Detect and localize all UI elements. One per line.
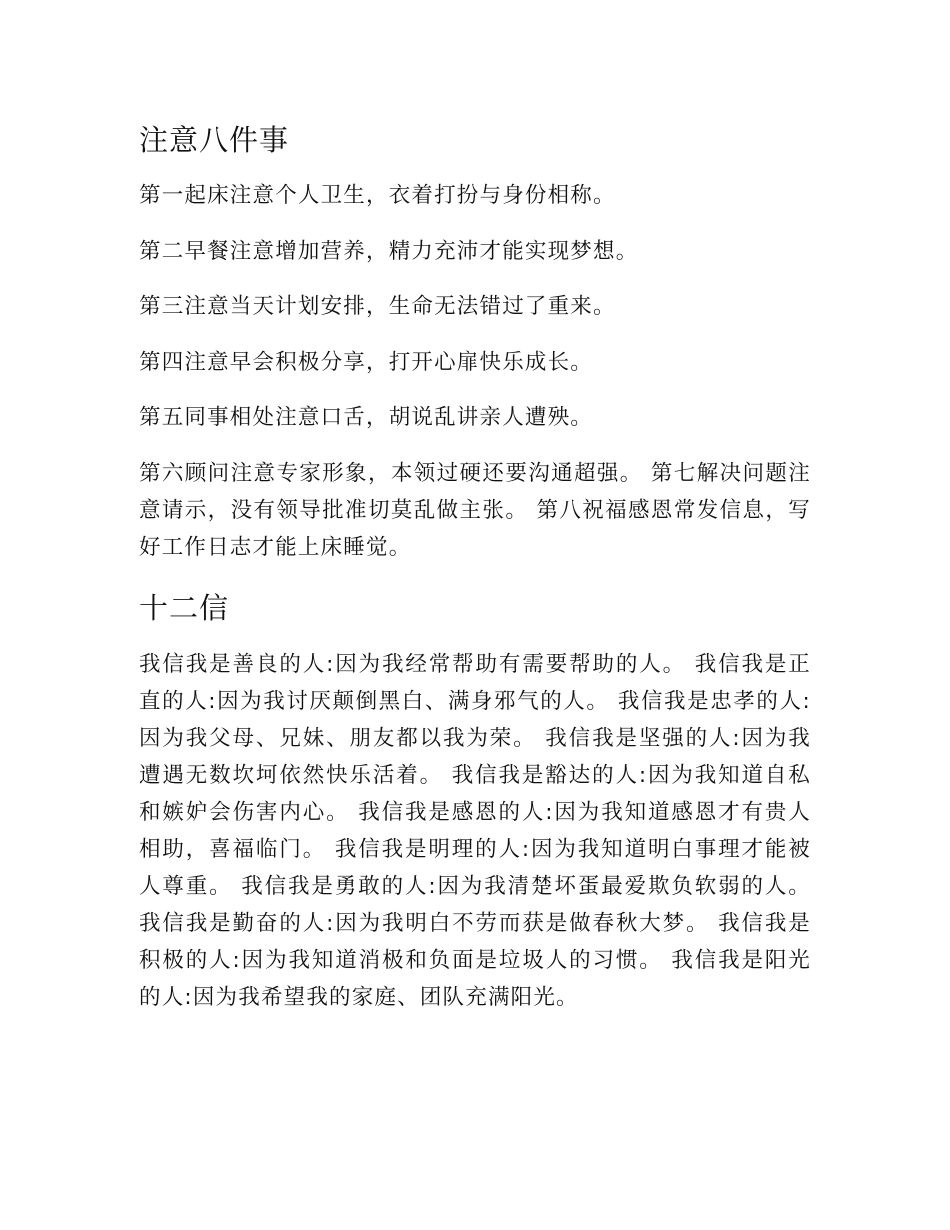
document-page xyxy=(139,118,811,1016)
list-item: 第三注意当天计划安排，生命无法错过了重来。 xyxy=(139,294,616,319)
list-item: 第二早餐注意增加营养，精力充沛才能实现梦想。 xyxy=(139,238,639,264)
section-title-eight-things: 注意八件事 xyxy=(139,123,290,157)
section-title-twelve-beliefs: 十二信 xyxy=(139,590,230,625)
list-item: 第五同事相处注意口舌，胡说乱讲亲人遭殃。 xyxy=(139,405,594,430)
list-item: 第一起床注意个人卫生，衣着打扮与身份相称。 xyxy=(139,183,616,208)
list-item: 第六顾问注意专家形象，本领过硬还要沟通超强。 第七解决问题注意请示，没有领导批准切莫乱做主张。 第八祝福感恩常发信息，写好工作日志才能上床睡觉。 xyxy=(139,460,811,560)
beliefs-paragraph: 我信我是善良的人:因为我经常帮助有需要帮助的人。 我信我是正直的人:因为我讨厌颠倒黑白、满身邪气的人。 我信我是忠孝的人:因为我父母、兄妹、朋友都以我为荣。 我信我是坚强的人:因为我遭遇无数坎坷依然快乐活着。 我信我是豁达的人:因为我知道自私和嫉妒会伤害内心。 我信我是感恩的人:因为我知道感恩才有贵人相助，喜福临门。 我信我是明理的人:因为我知道明白事理才能被人尊重。 我信我是勇敢的人:因为我清楚坏蛋最爱欺负软弱的人。 我信我是勤奋的人:因为我明白不劳而获是做春秋大梦。 我信我是积极的人:因为我知道消极和负面是垃圾人的习惯。 我信我是阳光的人:因为我希望我的家庭、团队充满阳光。 xyxy=(139,651,811,1010)
list-item: 第四注意早会积极分享，打开心扉快乐成长。 xyxy=(139,349,594,375)
